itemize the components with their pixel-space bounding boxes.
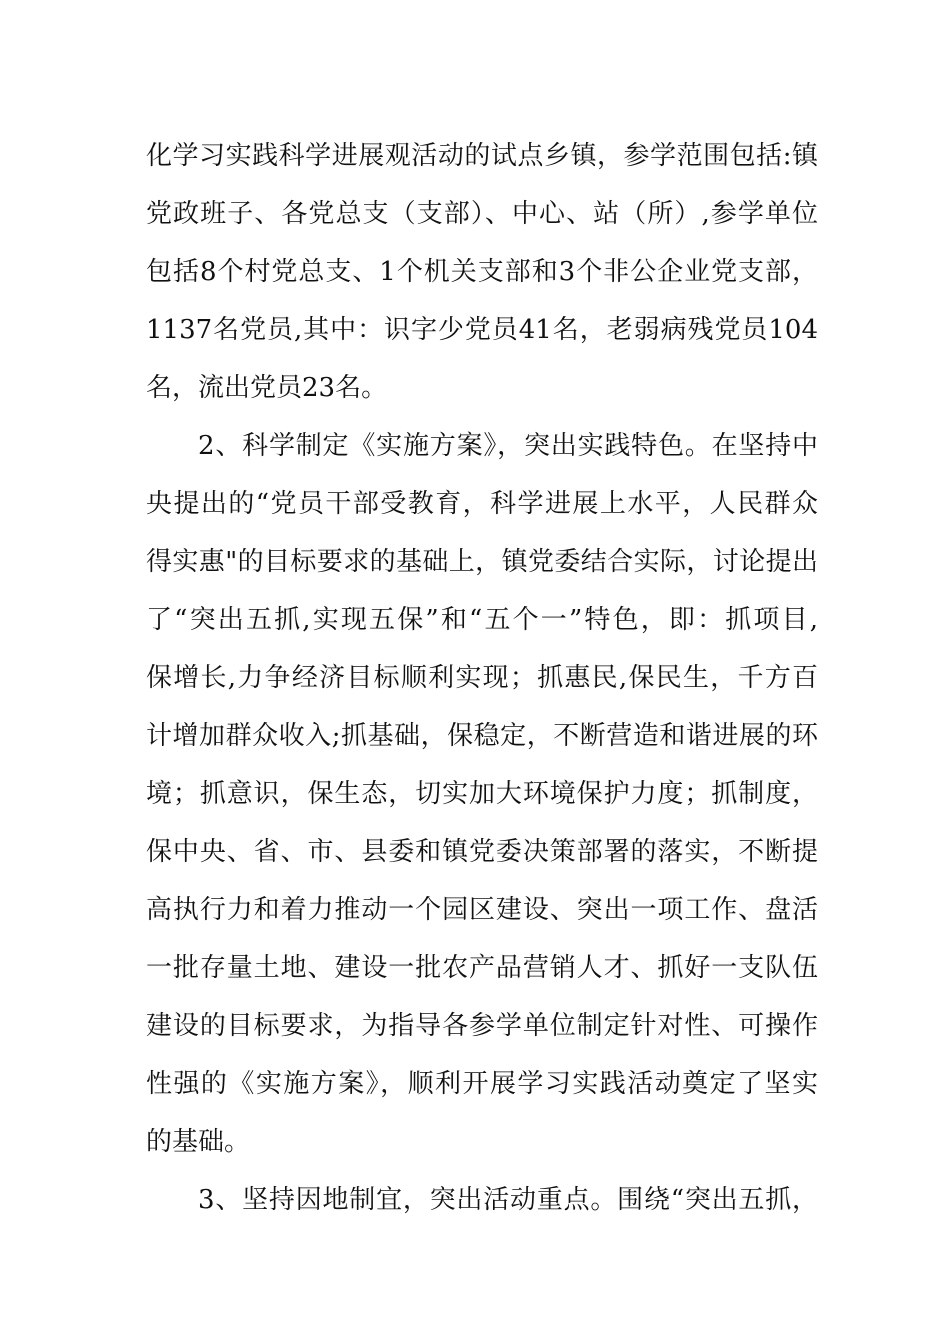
text-line: 建设的目标要求，为指导各参学单位制定针对性、可操作 [146, 1011, 818, 1041]
text-line: 了“突出五抓,实现五保”和“五个一”特色，即：抓项目, [146, 605, 818, 635]
text-line: 一批存量土地、建设一批农产品营销人才、抓好一支队伍 [146, 953, 818, 983]
text-line: 党政班子、各党总支（支部）、中心、站（所）,参学单位 [146, 199, 818, 229]
text-line: 高执行力和着力推动一个园区建设、突出一项工作、盘活 [146, 895, 818, 925]
text-line: 3、坚持因地制宜，突出活动重点。围绕“突出五抓， [198, 1185, 818, 1215]
text-line: 的基础。 [146, 1127, 251, 1157]
text-line: 1137名党员,其中：识字少党员41名，老弱病残党员104 [146, 315, 818, 345]
text-line: 保增长,力争经济目标顺利实现；抓惠民,保民生，千方百 [146, 663, 818, 693]
text-line: 央提出的“党员干部受教育，科学进展上水平，人民群众 [146, 489, 818, 519]
text-line: 2、科学制定《实施方案》，突出实践特色。在坚持中 [198, 431, 818, 461]
text-line: 名，流出党员23名。 [146, 373, 388, 403]
text-line: 境；抓意识，保生态，切实加大环境保护力度；抓制度， [146, 779, 818, 809]
text-line: 得实惠"的目标要求的基础上，镇党委结合实际，讨论提出 [146, 547, 818, 577]
text-line: 保中央、省、市、县委和镇党委决策部署的落实，不断提 [146, 837, 818, 867]
text-line: 性强的《实施方案》，顺利开展学习实践活动奠定了坚实 [146, 1069, 818, 1099]
text-line: 化学习实践科学进展观活动的试点乡镇，参学范围包括:镇 [146, 141, 818, 171]
document-body [146, 127, 818, 1229]
paragraph [146, 1171, 818, 1229]
text-line: 包括8个村党总支、1个机关支部和3个非公企业党支部， [146, 257, 818, 287]
text-line: 计增加群众收入;抓基础，保稳定，不断营造和谐进展的环 [146, 721, 818, 751]
paragraph [146, 127, 818, 417]
paragraph [146, 417, 818, 1171]
